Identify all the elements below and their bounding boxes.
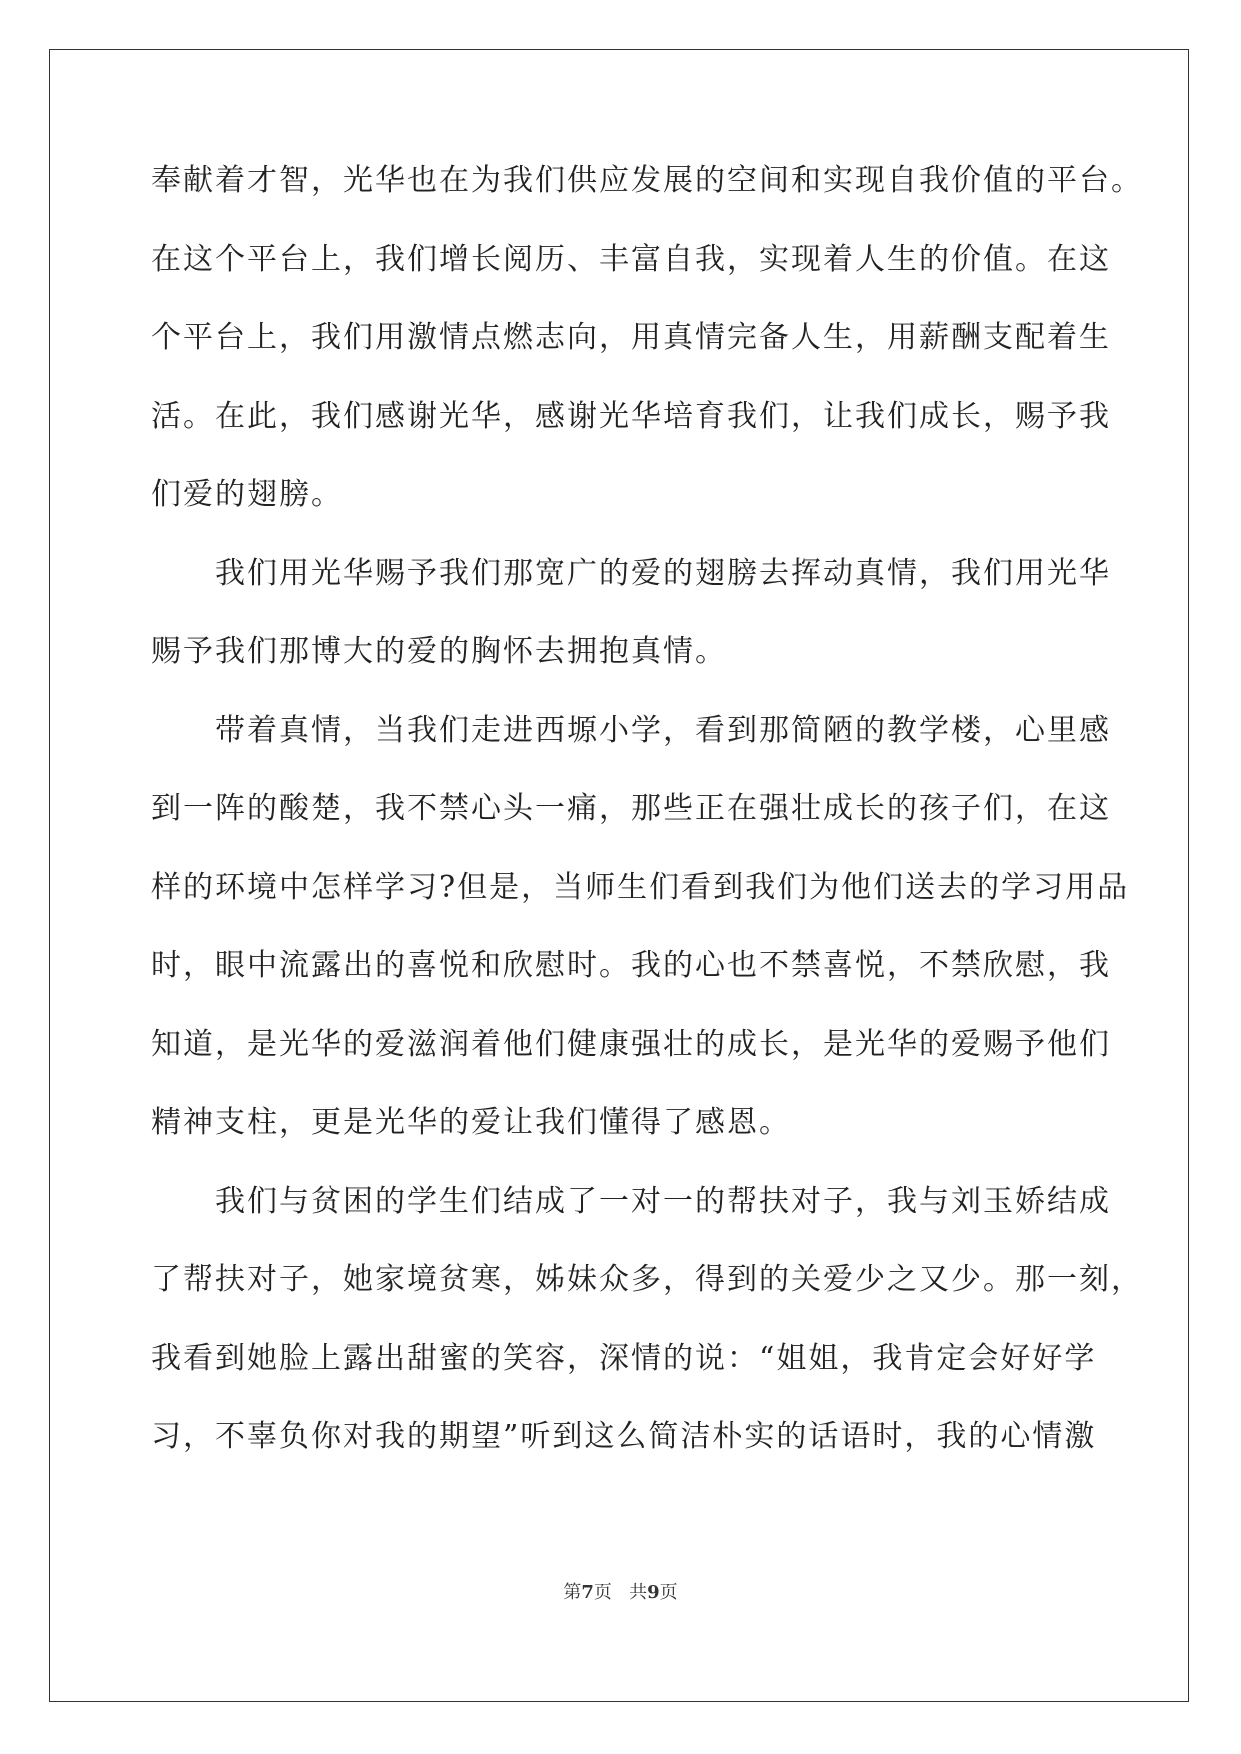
text-line: 个平台上，我们用激情点燃志向，用真情完备人生，用薪酬支配着生 bbox=[151, 320, 1111, 355]
text-line: 到一阵的酸楚，我不禁心头一痛，那些正在强壮成长的孩子们，在这 bbox=[151, 791, 1111, 826]
footer-page-suffix: 页 bbox=[593, 1582, 612, 1603]
document-body bbox=[151, 161, 1143, 1496]
text-line: 们爱的翅膀。 bbox=[151, 477, 343, 512]
text-line: 精神支柱，更是光华的爱让我们懂得了感恩。 bbox=[151, 1105, 791, 1140]
text-line: 时，眼中流露出的喜悦和欣慰时。我的心也不禁喜悦，不禁欣慰，我 bbox=[151, 948, 1111, 983]
page-footer bbox=[0, 1578, 1241, 1604]
text-line: 样的环境中怎样学习?但是，当师生们看到我们为他们送去的学习用品 bbox=[151, 869, 1130, 905]
text-line: 习，不辜负你对我的期望”听到这么简洁朴实的话语时，我的心情激 bbox=[151, 1419, 1097, 1454]
text-line: 活。在此，我们感谢光华，感谢光华培育我们，让我们成长，赐予我 bbox=[151, 398, 1111, 434]
text-line: 赐予我们那博大的爱的胸怀去拥抱真情。 bbox=[151, 634, 727, 669]
text-line: 知道，是光华的爱滋润着他们健康强壮的成长，是光华的爱赐予他们 bbox=[151, 1026, 1111, 1062]
text-line: 在这个平台上，我们增长阅历、丰富自我，实现着人生的价值。在这 bbox=[151, 241, 1111, 277]
text-line: 了帮扶对子，她家境贫寒，姊妹众多，得到的关爱少之又少。那一刻， bbox=[151, 1262, 1143, 1297]
text-line: 我看到她脸上露出甜蜜的笑容，深情的说：“姐姐，我肯定会好好学 bbox=[151, 1340, 1097, 1376]
total-pages-number: 9 bbox=[647, 1582, 660, 1603]
text-line: 奉献着才智，光华也在为我们供应发展的空间和实现自我价值的平台。 bbox=[151, 163, 1143, 198]
footer-prefix: 第 bbox=[563, 1582, 582, 1603]
text-line: 我们与贫困的学生们结成了一对一的帮扶对子，我与刘玉娇结成 bbox=[215, 1183, 1111, 1219]
current-page-number: 7 bbox=[581, 1582, 594, 1603]
text-line: 我们用光华赐予我们那宽广的爱的翅膀去挥动真情，我们用光华 bbox=[215, 555, 1111, 591]
footer-total-suffix: 页 bbox=[659, 1582, 678, 1603]
text-line: 带着真情，当我们走进西塬小学，看到那简陋的教学楼，心里感 bbox=[215, 712, 1111, 748]
footer-total-prefix: 共 bbox=[629, 1582, 648, 1603]
